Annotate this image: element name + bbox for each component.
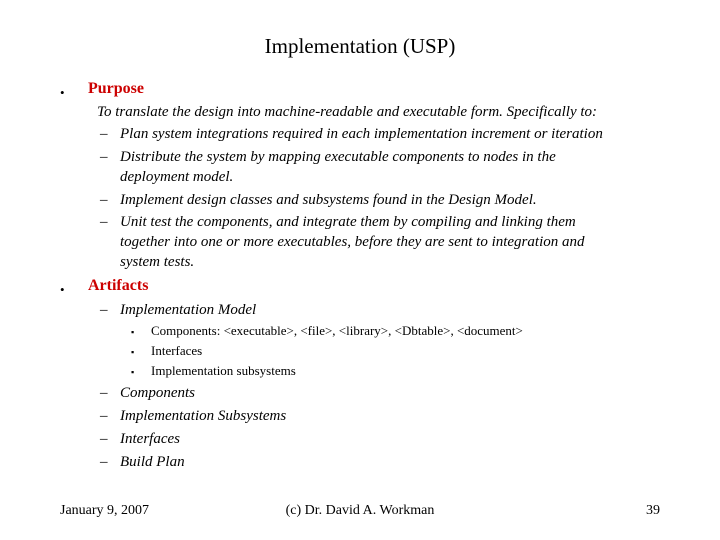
- sub-bullet-2: ▪: [131, 347, 135, 357]
- bullet-artifacts: •: [60, 282, 65, 297]
- slide-title: Implementation (USP): [264, 34, 456, 58]
- footer-date: January 9, 2007: [60, 503, 150, 518]
- dash-2: –: [100, 149, 108, 165]
- purpose-item-1: Plan system integrations required in each implementation increment or iteration: [120, 126, 603, 142]
- purpose-item-4: Unit test the components, and integrate them by compiling and linking them: [120, 214, 576, 230]
- artifacts-heading: Artifacts: [88, 277, 149, 294]
- dash-a4: –: [100, 454, 108, 470]
- purpose-item-2-cont: deployment model.: [120, 169, 234, 185]
- dash-a2: –: [100, 408, 108, 424]
- artifact-item-2: Implementation Subsystems: [120, 408, 287, 424]
- dash-a1: –: [100, 385, 108, 401]
- purpose-item-4-cont1: together into one or more executables, before they are sent to integration and: [120, 234, 585, 250]
- footer-author: (c) Dr. David A. Workman: [285, 503, 435, 518]
- artifact-item-3: Interfaces: [120, 431, 180, 447]
- model-item-3: Implementation subsystems: [151, 363, 296, 378]
- dash-a3: –: [100, 431, 108, 447]
- bullet-purpose: •: [60, 85, 65, 100]
- purpose-heading: Purpose: [88, 80, 144, 97]
- dash-3: –: [100, 192, 108, 208]
- model-item-1: Components: <executable>, <file>, <library>, <Dbtable>, <document>: [151, 323, 523, 338]
- sub-bullet-3: ▪: [131, 367, 135, 377]
- artifact-item-1: Components: [120, 385, 195, 401]
- page-number: 39: [646, 503, 660, 518]
- artifact-item-4: Build Plan: [120, 454, 185, 470]
- purpose-item-2: Distribute the system by mapping executable components to nodes in the: [120, 149, 556, 165]
- purpose-item-4-cont2: system tests.: [120, 254, 195, 270]
- dash-model: –: [100, 302, 108, 318]
- purpose-item-3: Implement design classes and subsystems found in the Design Model.: [120, 192, 537, 208]
- dash-4: –: [100, 214, 108, 230]
- sub-bullet-1: ▪: [131, 327, 135, 337]
- dash-1: –: [100, 126, 108, 142]
- purpose-intro: To translate the design into machine-readable and executable form. Specifically to:: [97, 104, 598, 120]
- model-item-2: Interfaces: [151, 343, 203, 358]
- implementation-model-label: Implementation Model: [120, 302, 257, 318]
